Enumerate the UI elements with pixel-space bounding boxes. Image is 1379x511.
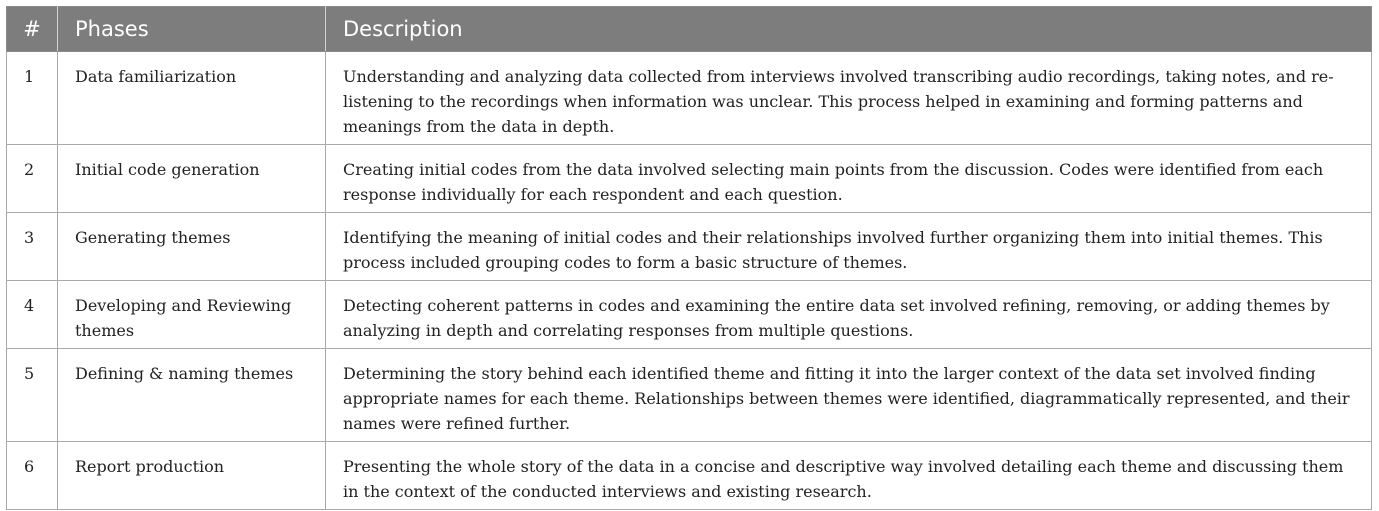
phase-name: Initial code generation [58,145,326,213]
phase-name: Generating themes [58,213,326,281]
row-number: 4 [7,281,58,349]
column-header-description: Description [326,7,1372,52]
phases-table-container [6,6,1371,510]
header-row [7,7,1372,52]
table-row [7,52,1372,145]
phase-name: Developing and Reviewing themes [58,281,326,349]
phase-name: Report production [58,442,326,510]
phase-description: Detecting coherent patterns in codes and examining the entire data set involved refining, removing, or adding themes by analyzing in depth and correlating responses from multiple questions. [326,281,1372,349]
table-row [7,349,1372,442]
phase-name: Defining & naming themes [58,349,326,442]
row-number: 1 [7,52,58,145]
table-row [7,145,1372,213]
table-row [7,213,1372,281]
table-row [7,281,1372,349]
phase-name: Data familiarization [58,52,326,145]
column-header-number: # [7,7,58,52]
row-number: 2 [7,145,58,213]
phase-description: Creating initial codes from the data involved selecting main points from the discussion. Codes were identified from each response individually for each respondent and each question. [326,145,1372,213]
table-row [7,442,1372,510]
phase-description: Understanding and analyzing data collected from interviews involved transcribing audio recordings, taking notes, and re-listening to the recordings when information was unclear. This process helped in examining and forming patterns and meanings from the data in depth. [326,52,1372,145]
table-header [7,7,1372,52]
phase-description: Identifying the meaning of initial codes and their relationships involved further organizing them into initial themes. This process included grouping codes to form a basic structure of themes. [326,213,1372,281]
phases-table [6,6,1372,510]
column-header-phases: Phases [58,7,326,52]
row-number: 3 [7,213,58,281]
phase-description: Presenting the whole story of the data in a concise and descriptive way involved detailing each theme and discussing them in the context of the conducted interviews and existing research. [326,442,1372,510]
row-number: 6 [7,442,58,510]
table-body [7,52,1372,510]
row-number: 5 [7,349,58,442]
phase-description: Determining the story behind each identified theme and fitting it into the larger context of the data set involved finding appropriate names for each theme. Relationships between themes were identified, diagrammatically represented, and their names were refined further. [326,349,1372,442]
